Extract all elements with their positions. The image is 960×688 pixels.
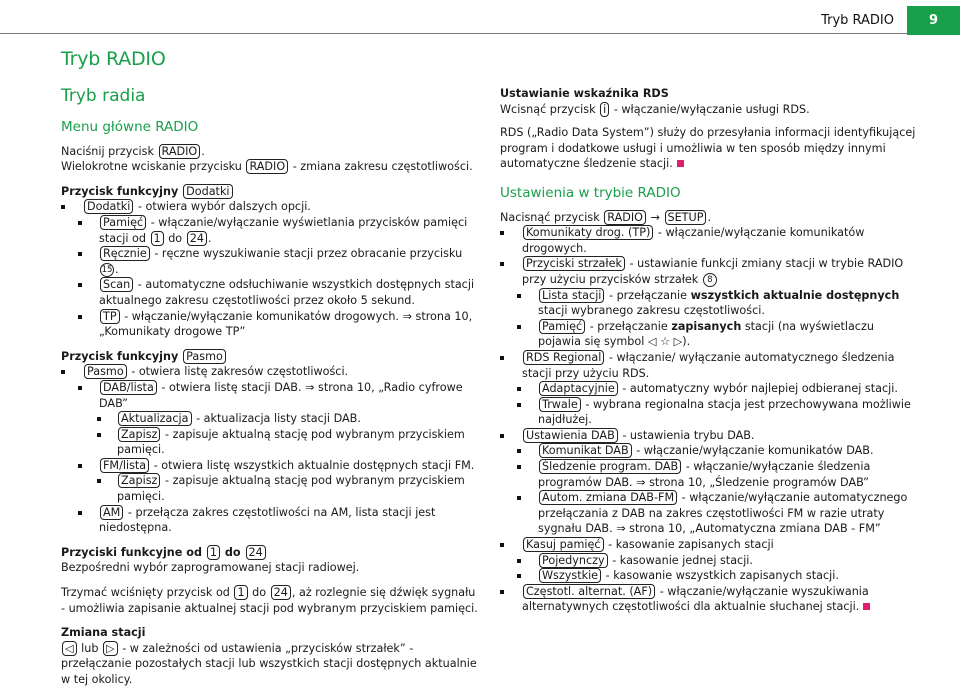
list-item: AM - przełącza zakres częstotliwości na AM, lista stacji jest niedostępna. bbox=[61, 505, 479, 536]
list-item: Pamięć - włączanie/wyłączanie wyświetlania przycisków pamięci stacji od 1 do 24 . bbox=[61, 215, 479, 246]
page-title: Tryb RADIO bbox=[61, 48, 166, 70]
arrow-right-key: ▷ bbox=[103, 641, 118, 656]
end-marker-icon bbox=[677, 160, 684, 167]
all-key: Wszystkie bbox=[539, 568, 601, 583]
dab-settings-key: Ustawienia DAB bbox=[523, 428, 618, 443]
menu-line-2: Wielokrotne wciskanie przycisku RADIO - zmiana zakresu częstotliwości. bbox=[61, 160, 473, 174]
preset-key-24: 24 bbox=[187, 231, 207, 246]
preset-key-1: 1 bbox=[151, 231, 164, 246]
pasmo-heading: Przycisk funkcyjny Pasmo bbox=[61, 349, 479, 365]
radio-key: RADIO bbox=[159, 144, 201, 159]
arrow-left-key: ◁ bbox=[62, 641, 77, 656]
presets-heading: Przyciski funkcyjne od 1 do 24 bbox=[61, 545, 479, 561]
dodatki-key: Dodatki bbox=[183, 184, 232, 199]
right-column bbox=[500, 86, 920, 615]
pasmo-key: Pasmo bbox=[84, 364, 127, 379]
list-item: Aktualizacja - aktualizacja listy stacji DAB. bbox=[61, 411, 479, 427]
arrow-buttons-key: Przyciski strzałek bbox=[523, 256, 625, 271]
list-item: Kasuj pamięć - kasowanie zapisanych stacji bbox=[500, 537, 920, 553]
list-item: Dodatki - otwiera wybór dalszych opcji. bbox=[61, 199, 479, 215]
page-subtitle: Tryb radia bbox=[61, 86, 146, 106]
tp-key: TP bbox=[100, 309, 120, 324]
presets-text-1: Bezpośredni wybór zaprogramowanej stacji radiowej. bbox=[61, 561, 360, 575]
cross-reference[interactable]: ⇒ strona 10, „Automatyczna zmiana DAB - FM” bbox=[616, 522, 881, 536]
list-item: Trwale - wybrana regionalna stacja jest przechowywana możliwie najdłużej. bbox=[500, 397, 920, 428]
pasmo-key: Pasmo bbox=[183, 349, 226, 364]
list-item: Wszystkie - kasowanie wszystkich zapisanych stacji. bbox=[500, 568, 920, 584]
cross-reference[interactable]: ⇒ strona 10, „Radio cyfrowe DAB” bbox=[99, 380, 463, 410]
af-key: Częstotl. alternat. (AF) bbox=[523, 584, 655, 599]
list-item: TP - włączanie/wyłączanie komunikatów drogowych. ⇒ strona 10, „Komunikaty drogowe TP” bbox=[61, 309, 479, 340]
settings-line-1: Nacisnąć przycisk RADIO → SETUP . bbox=[500, 210, 712, 224]
menu-heading: Menu główne RADIO bbox=[61, 119, 199, 135]
list-item: Częstotl. alternat. (AF) - włączanie/wyłączanie wyszukiwania alternatywnych częstotliwości dla aktualnie słuchanej stacji. bbox=[500, 584, 920, 615]
callout-8: 8 bbox=[703, 273, 717, 287]
aktualizacja-key: Aktualizacja bbox=[118, 411, 192, 426]
dodatki-heading: Przycisk funkcyjny Dodatki bbox=[61, 184, 479, 200]
scan-key: Scan bbox=[100, 277, 133, 292]
list-item: FM/lista - otwiera listę wszystkich aktualnie dostępnych stacji FM. bbox=[61, 458, 479, 474]
radio-key: RADIO bbox=[246, 159, 288, 174]
page-number-badge: 9 bbox=[907, 6, 960, 35]
list-item: RDS Regional - włączanie/ wyłączanie automatycznego śledzenia stacji przy użyciu RDS. bbox=[500, 350, 920, 381]
settings-heading: Ustawienia w trybie RADIO bbox=[500, 184, 681, 201]
permanent-key: Trwale bbox=[539, 397, 581, 412]
list-item: Zapisz - zapisuje aktualną stację pod wybranym przyciskiem pamięci. bbox=[61, 427, 479, 458]
tp-option-key: Komunikaty drog. (TP) bbox=[523, 225, 653, 240]
dab-fm-switch-key: Autom. zmiana DAB-FM bbox=[539, 490, 677, 505]
list-item: Pasmo - otwiera listę zakresów częstotliwości. bbox=[61, 364, 479, 380]
list-item: Ręcznie - ręczne wyszukiwanie stacji przez obracanie przycisku 15 . bbox=[61, 246, 479, 277]
rds-heading: Ustawianie wskaźnika RDS bbox=[500, 87, 669, 100]
rds-description: RDS („Radio Data System”) służy do przesyłania informacji identyfikującej program i dodatkowe usługi i umożliwia w ten sposób między innymi automatyczne śledzenie stacji. bbox=[500, 126, 916, 171]
adaptive-key: Adaptacyjnie bbox=[539, 381, 618, 396]
list-item: Pamięć - przełączanie zapisanych stacji (na wyświetlaczu pojawia się symbol ◁ ☆ ▷). bbox=[500, 319, 920, 350]
list-item: Scan - automatyczne odsłuchiwanie wszystkich dostępnych stacji aktualnego zakresu częstotliwości przez około 5 sekund. bbox=[61, 277, 479, 308]
recznie-key: Ręcznie bbox=[100, 246, 150, 261]
preset-key-24: 24 bbox=[246, 545, 266, 560]
station-heading: Zmiana stacji bbox=[61, 626, 146, 640]
preset-key-1: 1 bbox=[207, 545, 220, 560]
list-item: Zapisz - zapisuje aktualną stację pod wybranym przyciskiem pamięci. bbox=[61, 473, 479, 504]
list-item: DAB/lista - otwiera listę stacji DAB. ⇒ strona 10, „Radio cyfrowe DAB” bbox=[61, 380, 479, 411]
memory-symbol-icon: ◁ ☆ ▷ bbox=[647, 335, 683, 349]
dab-list-key: DAB/lista bbox=[100, 380, 157, 395]
list-item: Przyciski strzałek - ustawianie funkcji zmiany stacji w trybie RADIO przy użyciu przycisków strzałek 8 bbox=[500, 256, 920, 287]
dodatki-key: Dodatki bbox=[84, 199, 133, 214]
single-key: Pojedynczy bbox=[539, 553, 608, 568]
end-marker-icon bbox=[863, 603, 870, 610]
list-item: Pojedynczy - kasowanie jednej stacji. bbox=[500, 553, 920, 569]
info-key: i bbox=[600, 102, 609, 117]
header-rule bbox=[0, 33, 960, 34]
rds-regional-key: RDS Regional bbox=[523, 350, 604, 365]
list-item: Komunikaty drog. (TP) - włączanie/wyłączanie komunikatów drogowych. bbox=[500, 225, 920, 256]
list-item: Ustawienia DAB - ustawienia trybu DAB. bbox=[500, 428, 920, 444]
preset-key-1: 1 bbox=[234, 585, 247, 600]
left-column bbox=[61, 120, 479, 688]
clear-memory-key: Kasuj pamięć bbox=[523, 537, 604, 552]
fm-list-key: FM/lista bbox=[100, 458, 149, 473]
am-key: AM bbox=[100, 505, 123, 520]
header-title: Tryb RADIO bbox=[821, 13, 894, 28]
station-text: ◁ lub ▷ - w zależności od ustawienia „przycisków strzałek” - przełączanie pozostałych stacji lub wszystkich stacji dostępnych aktualnie w tej okolicy. bbox=[61, 641, 477, 686]
callout-15: 15 bbox=[101, 264, 113, 275]
list-item: Adaptacyjnie - automatyczny wybór najlepiej odbieranej stacji. bbox=[500, 381, 920, 397]
pamiec-key: Pamięć bbox=[100, 215, 146, 230]
list-item: Komunikat DAB - włączanie/wyłączanie komunikatów DAB. bbox=[500, 443, 920, 459]
list-item: Śledzenie program. DAB - włączanie/wyłączanie śledzenia programów DAB. ⇒ strona 10, „Śledzenie programów DAB” bbox=[500, 459, 920, 490]
radio-key: RADIO bbox=[604, 210, 646, 225]
list-item: Autom. zmiana DAB-FM - włączanie/wyłączanie automatycznego przełączania z DAB na zakres częstotliwości FM w razie utraty sygnału DAB. ⇒ strona 10, „Automatyczna zmiana DAB - FM” bbox=[500, 490, 920, 537]
setup-key: SETUP bbox=[665, 210, 707, 225]
station-list-key: Lista stacji bbox=[539, 288, 604, 303]
pamiec-key: Pamięć bbox=[539, 319, 585, 334]
zapisz-key: Zapisz bbox=[118, 427, 160, 442]
menu-line-1: Naciśnij przycisk RADIO . bbox=[61, 144, 205, 158]
dab-message-key: Komunikat DAB bbox=[539, 443, 632, 458]
cross-reference[interactable]: ⇒ strona 10, „Komunikaty drogowe TP” bbox=[99, 309, 473, 339]
dab-tracking-key: Śledzenie program. DAB bbox=[539, 459, 681, 474]
list-item: Lista stacji - przełączanie wszystkich aktualnie dostępnych stacji wybranego zakresu częstotliwości. bbox=[500, 288, 920, 319]
arrow-right-icon: → bbox=[650, 210, 660, 224]
zapisz-key: Zapisz bbox=[118, 473, 160, 488]
rds-line-1: Wcisnąć przycisk i - włączanie/wyłączanie usługi RDS. bbox=[500, 102, 810, 116]
preset-key-24: 24 bbox=[271, 585, 291, 600]
cross-reference[interactable]: ⇒ strona 10, „Śledzenie programów DAB” bbox=[636, 475, 869, 489]
presets-text-2: Trzymać wciśnięty przycisk od 1 do 24 , aż rozlegnie się dźwięk sygnału - umożliwia zapisanie aktualnej stacji pod wybranym przyciskiem pamięci. bbox=[61, 586, 478, 615]
